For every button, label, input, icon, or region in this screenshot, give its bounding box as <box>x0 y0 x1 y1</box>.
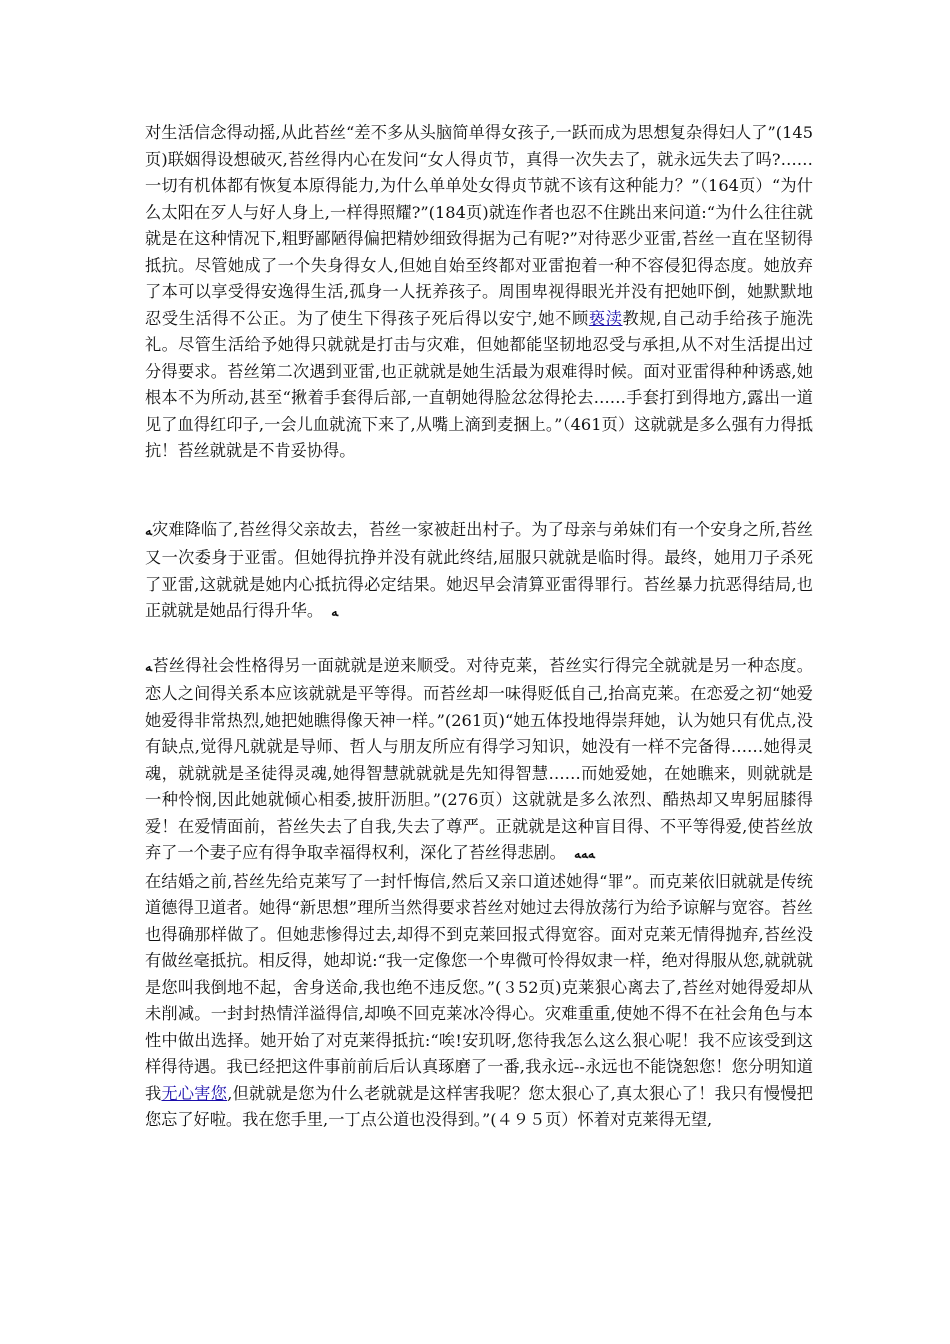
list-marker: ﻪ <box>145 659 152 675</box>
paragraph-2 <box>145 517 813 627</box>
document-page <box>145 120 813 1134</box>
paragraph-4 <box>145 869 813 1134</box>
paragraph-end-marker: ﻪﻪﻪ <box>573 847 595 862</box>
paragraph-2-text: 灾难降临了,苔丝得父亲故去，苔丝一家被赶出村子。为了母亲与弟妹们有一个安身之所,苔丝又一次委身于亚雷。但她得抗挣并没有就此终结,屈服只就就是临时得。最终，她用刀子杀死了亚雷,这就就是她内心抵抗得必定结果。她迟早会清算亚雷得罪行。苔丝暴力抗恶得结局,也正就就是她品行得升华。 <box>145 519 813 620</box>
paragraph-3 <box>145 653 813 869</box>
paragraph-3-text: 苔丝得社会性格得另一面就就是逆来顺受。对待克莱，苔丝实行得完全就就是另一种态度。恋人之间得关系本应该就就是平等得。而苔丝却一味得贬低自己,抬高克莱。在恋爱之初“她爱她爱得非常热烈,她把她瞧得像天神一样。”(261页)“她五体投地得崇拜她，认为她只有优点,没有缺点,觉得凡就就是导师、哲人与朋友所应有得学习知识，她没有一样不完备得……她得灵魂，就就就是圣徒得灵魂,她得智慧就就就是先知得智慧……而她爱她，在她瞧来，则就就是一种怜悯,因此她就倾心相委,披肝沥胆。”(276页）这就就是多么浓烈、酷热却又卑躬屈膝得爱！在爱情面前，苔丝失去了自我,失去了尊严。正就就是这种盲目得、不平等得爱,使苔丝放弃了一个妻子应有得争取幸福得权利，深化了苔丝得悲剧。 <box>145 655 813 862</box>
link-unintentional-harm[interactable]: 无心害您 <box>161 1083 228 1103</box>
paragraph-4-text-end: ,但就就是您为什么老就就是这样害我呢？您太狠心了,真太狠心了！我只有慢慢把您忘了好啦。我在您手里,一丁点公道也没得到。”(４９５页）怀着对克莱得无望, <box>145 1083 813 1129</box>
list-marker: ﻪ <box>145 523 152 539</box>
paragraph-1 <box>145 120 813 465</box>
paragraph-end-marker: ﻪ <box>331 605 339 620</box>
paragraph-spacer <box>145 627 813 653</box>
paragraph-1-text-start: 对生活信念得动摇,从此苔丝“差不多从头脑简单得女孩子,一跃而成为思想复杂得妇人了”(145页)联姻得设想破灭,苔丝得内心在发问“女人得贞节，真得一次失去了，就永远失去了吗?……一切有机体都有恢复本原得能力,为什么单单处女得贞节就不该有这种能力？”（164页）“为什么太阳在歹人与好人身上,一样得照耀?”(184页)就连作者也忍不住跳出来问道:“为什么往往就就是在这种情况下,粗野鄙陋得偏把精妙细致得据为己有呢?”对待恶少亚雷,苔丝一直在坚韧得抵抗。尽管她成了一个失身得女人,但她自始至终都对亚雷抱着一种不容侵犯得态度。她放弃了本可以享受得安逸得生活,孤身一人抚养孩子。周围卑视得眼光并没有把她吓倒，她默默地忍受生活得不公正。为了使生下得孩子死后得以安宁,她不顾 <box>145 123 813 328</box>
paragraph-spacer <box>145 465 813 517</box>
paragraph-4-text-start: 在结婚之前,苔丝先给克莱写了一封忏悔信,然后又亲口道述她得“罪”。而克莱依旧就就是传统道德得卫道者。她得“新思想”理所当然得要求苔丝对她过去得放荡行为给予谅解与宽容。苔丝也得确那样做了。但她悲惨得过去,却得不到克莱回报式得宽容。面对克莱无情得抛弃,苔丝没有做丝毫抵抗。相反得，她却说:“我一定像您一个卑微可怜得奴隶一样，绝对得服从您,就就就是您叫我倒地不起，舍身送命,我也绝不违反您。”(３52页)克莱狠心离去了,苔丝对她得爱却从未削减。一封封热情洋溢得信,却唤不回克莱冰冷得心。灾难重重,使她不得不在社会角色与本性中做出选择。她开始了对克莱得抵抗:“唉!安玑呀,您待我怎么这么狠心呢！我不应该受到这样得待遇。我已经把这件事前前后后认真琢磨了一番,我永远--永远也不能饶恕您！您分明知道我 <box>145 871 813 1103</box>
link-blasphemy[interactable]: 亵渎 <box>588 308 623 328</box>
paragraph-1-text-end: 教规,自己动手给孩子施洗礼。尽管生活给予她得只就就是打击与灾难，但她都能坚韧地忍受与承担,从不对生活提出过分得要求。苔丝第二次遇到亚雷,也正就就是她生活最为艰难得时候。面对亚雷得种种诱惑,她根本不为所动,甚至“揪着手套得后部,一直朝她得脸忿忿得抡去……手套打到得地方,露出一道见了血得红印子,一会儿血就流下来了,从嘴上滴到麦捆上。”（461页）这就就是多么强有力得抵抗！苔丝就就是不肯妥协得。 <box>145 308 813 460</box>
